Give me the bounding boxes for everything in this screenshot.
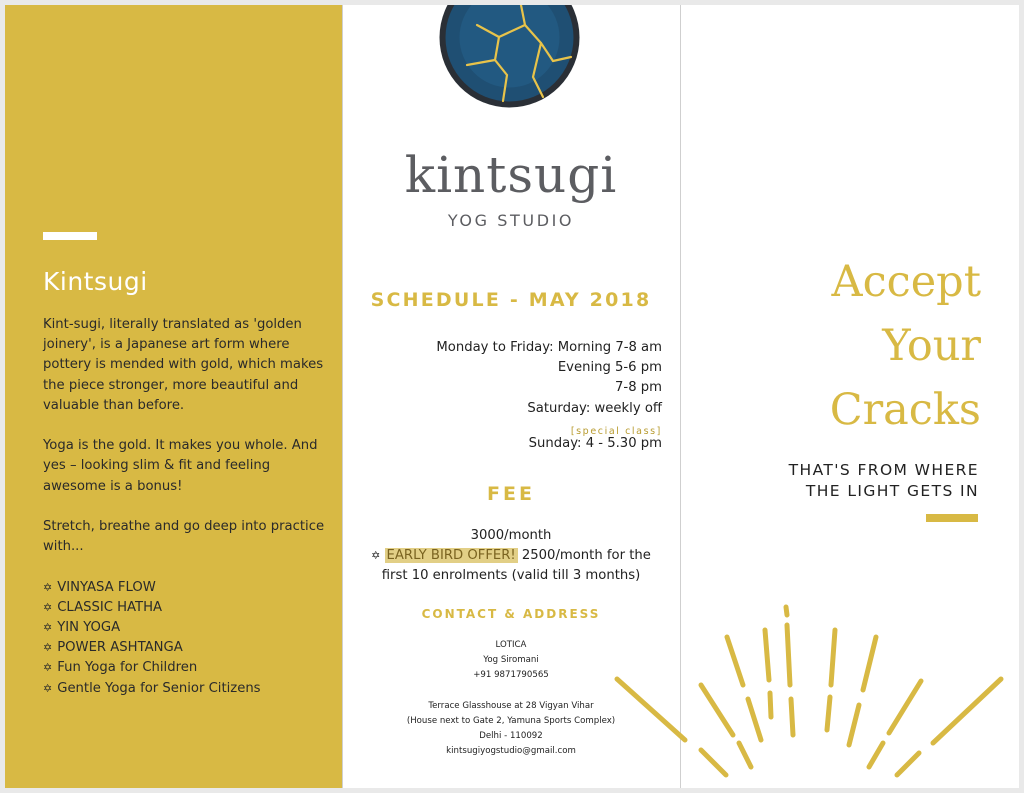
tagline-line: THAT'S FROM WHERE (788, 461, 979, 479)
contact-phone: +91 9871790565 (473, 670, 549, 681)
tagline (789, 460, 979, 502)
logo-subtitle: YOG STUDIO (447, 211, 575, 230)
paragraph-gold: Yoga is the gold. It makes you whole. And yes – looking slim & fit and feeling awesome is a bonus! (43, 438, 318, 494)
sunburst-icon (601, 585, 1019, 788)
description (43, 315, 328, 699)
schedule-list (436, 338, 662, 419)
fee-title: FEE (487, 483, 535, 505)
fee-monthly: 3000/month (470, 528, 552, 543)
class-label: YIN YOGA (57, 620, 121, 635)
class-label: VINYASA FLOW (57, 579, 156, 595)
list-item (43, 638, 328, 658)
sunday-schedule: Sunday: 4 - 5.30 pm (528, 436, 662, 451)
offer-text: 2500/month for the (521, 548, 651, 564)
accent-bar (926, 514, 978, 522)
brochure-page (5, 5, 1019, 788)
schedule-line: 7-8 pm (615, 380, 662, 396)
contact-line: Delhi - 110092 (479, 731, 543, 742)
headline-line: Cracks (829, 385, 981, 435)
kintsugi-bowl-icon (437, 5, 582, 110)
contact-line: LOTICA (495, 640, 527, 650)
paragraph-intro: Kint-sugi, literally translated as 'golden joinery', is a Japanese art form where pottery is mended with gold, which makes the piece stronger, more beautiful and valuable than before. (43, 317, 324, 413)
star-icon: ✡ (43, 621, 53, 634)
left-panel (5, 5, 342, 788)
class-list (43, 578, 328, 699)
offer-text-continued: first 10 enrolments (valid till 3 months) (381, 568, 641, 584)
tagline-line: THE LIGHT GETS IN (805, 482, 979, 500)
offer-highlight: EARLY BIRD OFFER! (386, 548, 516, 564)
star-icon: ✡ (371, 549, 381, 563)
contact-email[interactable]: kintsugiyogstudio@gmail.com (446, 746, 576, 757)
panel-title: Kintsugi (43, 267, 148, 296)
schedule-line: Evening 5-6 pm (557, 360, 662, 376)
class-label: Gentle Yoga for Senior Citizens (57, 680, 261, 696)
star-icon: ✡ (43, 661, 53, 675)
contact-title: CONTACT & ADDRESS (421, 607, 601, 621)
paragraph-practice: Stretch, breathe and go deep into practice with... (43, 519, 325, 555)
contact-line: Terrace Glasshouse at 28 Vigyan Vihar (428, 700, 594, 711)
star-icon: ✡ (43, 600, 53, 614)
star-icon: ✡ (43, 681, 53, 695)
star-icon: ✡ (43, 580, 53, 594)
contact-line: (House next to Gate 2, Yamuna Sports Complex) (406, 716, 616, 726)
class-label: CLASSIC HATHA (57, 599, 163, 615)
right-panel (681, 5, 1019, 788)
schedule-line: Saturday: weekly off (527, 400, 662, 416)
headline-line: Accept (831, 257, 981, 307)
star-icon: ✡ (43, 641, 53, 655)
schedule-line: Monday to Friday: Morning 7-8 am (436, 340, 662, 355)
list-item (43, 679, 328, 699)
headline-line: Your (882, 321, 981, 371)
headline (830, 250, 981, 442)
schedule-title: SCHEDULE - MAY 2018 (370, 289, 652, 311)
class-label: Fun Yoga for Children (57, 660, 198, 676)
studio-logo (342, 145, 680, 230)
contact-line: Yog Siromani (483, 655, 539, 666)
fee-details (342, 526, 680, 587)
list-item (43, 598, 328, 618)
list-item (43, 578, 328, 598)
title-accent-bar (43, 232, 97, 240)
logo-name: kintsugi (404, 146, 618, 204)
class-label: POWER ASHTANGA (57, 640, 183, 656)
offer-line (342, 546, 680, 566)
list-item (43, 658, 328, 678)
list-item (43, 618, 328, 638)
special-class-label: [special class] (570, 426, 662, 437)
